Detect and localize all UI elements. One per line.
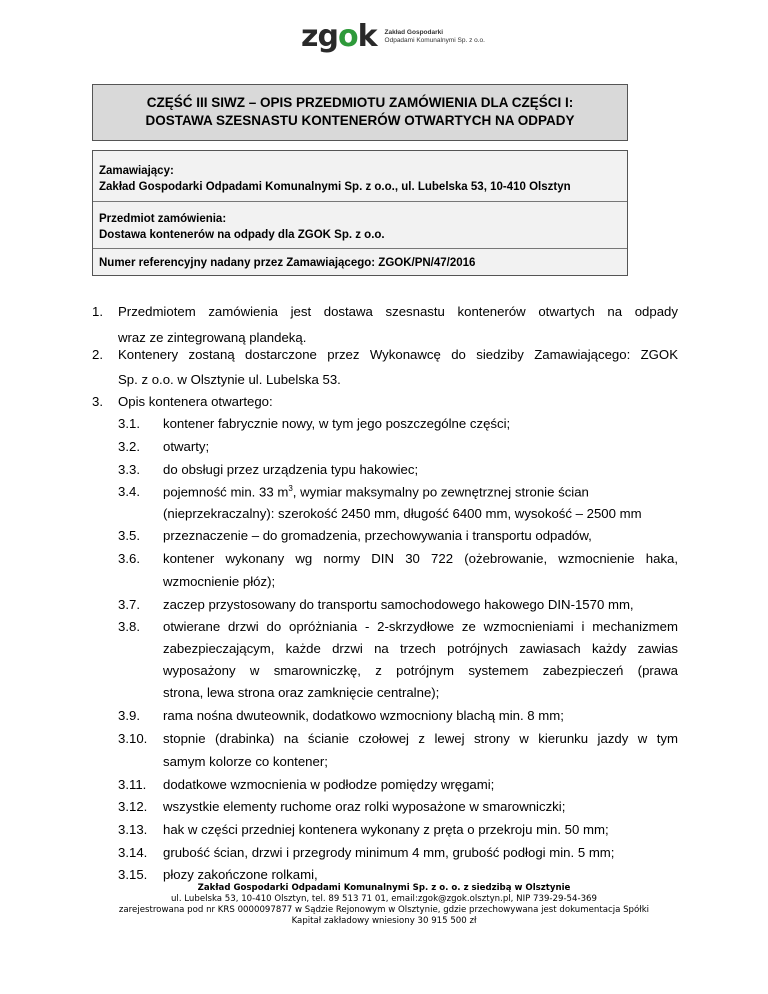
subitem-text: zaczep przystosowany do transportu samochodowego hakowego DIN-1570 mm, [163, 597, 634, 612]
subitem-number: 3.8. [118, 619, 140, 634]
subitem-text: zabezpieczającym, każde drzwi na trzech potrójnych zawiasach każdy zawias [163, 641, 678, 656]
subitem-number: 3.4. [118, 484, 140, 499]
footer-line-2: ul. Lubelska 53, 10-410 Olsztyn, tel. 89 513 71 01, email:zgok@zgok.olsztyn.pl, NIP 739-29-54-369 [170, 894, 597, 904]
subitem-number: 3.14. [118, 845, 148, 860]
zamawiajacy-section [93, 151, 627, 201]
subitem-text: otwarty; [163, 439, 210, 454]
company-logo [301, 19, 485, 54]
zamawiajacy-value: Zakład Gospodarki Odpadami Komunalnymi Sp. z o.o., ul. Lubelska 53, 10-410 Olsztyn [99, 181, 571, 193]
logo-mark: zgok [301, 19, 377, 54]
subitem-text: kontener wykonany wg normy DIN 30 722 (ożebrowanie, wzmocnienie haka, [163, 551, 678, 566]
subitem-text: grubość ścian, drzwi i przegrody minimum 4 mm, grubość podłogi min. 5 mm; [163, 845, 615, 860]
reference-number-section [93, 248, 627, 271]
item-text: wraz ze zintegrowaną plandeką. [118, 330, 307, 345]
subitem-number: 3.15. [118, 867, 148, 882]
item-text: Opis kontenera otwartego: [118, 394, 273, 409]
przedmiot-section [93, 201, 627, 248]
contracting-info-box [92, 150, 628, 276]
item-number: 3. [92, 394, 103, 409]
subitem-text: do obsługi przez urządzenia typu hakowiec; [163, 462, 419, 477]
footer-line-1: Zakład Gospodarki Odpadami Komunalnymi Sp. z o. o. z siedzibą w Olsztynie [197, 883, 571, 893]
subitem-text: płozy zakończone rolkami, [163, 867, 318, 882]
subitem-text: wzmocnienie płóz); [163, 574, 276, 589]
reference-number: Numer referencyjny nadany przez Zamawiającego: ZGOK/PN/47/2016 [99, 257, 476, 269]
subitem-number: 3.12. [118, 799, 148, 814]
subitem-text: strona, lewa strona oraz zamknięcie centralne); [163, 685, 440, 700]
subitem-number: 3.13. [118, 822, 148, 837]
subitem-text: hak w części przedniej kontenera wykonany z pręta o przekroju min. 50 mm; [163, 822, 609, 837]
subitem-number: 3.9. [118, 708, 140, 723]
document-title-box [92, 84, 628, 141]
subitem-text: otwierane drzwi do opróżniania - 2-skrzydłowe ze wzmocnieniami i mechanizmem [163, 619, 678, 634]
footer-line-3: zarejestrowana pod nr KRS 0000097877 w Sądzie Rejonowym w Olsztynie, gdzie przechowywana jest dokumentacja Spółki [118, 905, 650, 915]
subitem-text: wszystkie elementy ruchome oraz rolki wyposażone w smarowniczki; [163, 799, 566, 814]
subitem-number: 3.5. [118, 528, 140, 543]
subitem-number: 3.7. [118, 597, 140, 612]
item-number: 1. [92, 304, 103, 319]
subitem-text: dodatkowe wzmocnienia w podłodze pomiędzy wręgami; [163, 777, 495, 792]
subitem-text: samym kolorze co kontener; [163, 754, 328, 769]
subitem-text: (nieprzekraczalny): szerokość 2450 mm, długość 6400 mm, wysokość – 2500 mm [163, 506, 642, 521]
subitem-text: przeznaczenie – do gromadzenia, przechowywania i transportu odpadów, [163, 528, 592, 543]
superscript-3: 3 [288, 484, 293, 493]
subitem-number: 3.11. [118, 777, 147, 792]
subitem-text: kontener fabrycznie nowy, w tym jego poszczególne części; [163, 416, 511, 431]
subitem-text: rama nośna dwuteownik, dodatkowo wzmocniony blachą min. 8 mm; [163, 708, 564, 723]
title-line-2: DOSTAWA SZESNASTU KONTENERÓW OTWARTYCH NA ODPADY [145, 113, 575, 128]
item-text: Kontenery zostaną dostarczone przez Wykonawcę do siedziby Zamawiającego: ZGOK [118, 347, 678, 362]
footer-line-4: Kapitał zakładowy wniesiony 30 915 500 zł [291, 916, 477, 926]
title-line-1: CZĘŚĆ III SIWZ – OPIS PRZEDMIOTU ZAMÓWIENIA DLA CZĘŚCI I: [146, 95, 574, 110]
subitem-text-with-superscript: pojemność min. 33 $m^3$, wymiar maksymalny po zewnętrznej stronie ścian [163, 484, 589, 500]
logo-line-2: Odpadami Komunalnymi Sp. z o.o. [384, 37, 485, 44]
przedmiot-value: Dostawa kontenerów na odpady dla ZGOK Sp. z o.o. [99, 229, 385, 241]
subitem-number: 3.2. [118, 439, 140, 454]
page-footer [0, 883, 768, 927]
logo-text [385, 29, 485, 45]
subitem-number: 3.6. [118, 551, 140, 566]
subitem-number: 3.1. [118, 416, 140, 431]
subitem-number: 3.3. [118, 462, 140, 477]
subitem-number: 3.10. [118, 731, 148, 746]
item-text: Przedmiotem zamówienia jest dostawa szesnastu kontenerów otwartych na odpady [118, 304, 678, 319]
zamawiajacy-label: Zamawiający: [99, 165, 174, 177]
item-text: Sp. z o.o. w Olsztynie ul. Lubelska 53. [118, 372, 341, 387]
item-number: 2. [92, 347, 103, 362]
przedmiot-label: Przedmiot zamówienia: [99, 213, 227, 225]
logo-line-1: Zakład Gospodarki [384, 29, 444, 36]
subitem-text: stopnie (drabinka) na ścianie czołowej z lewej strony w kierunku jazdy w tym [163, 731, 678, 746]
subitem-text: wyposażony w smarowniczkę, z potrójnym systemem zabezpieczeń (prawa [163, 663, 678, 678]
